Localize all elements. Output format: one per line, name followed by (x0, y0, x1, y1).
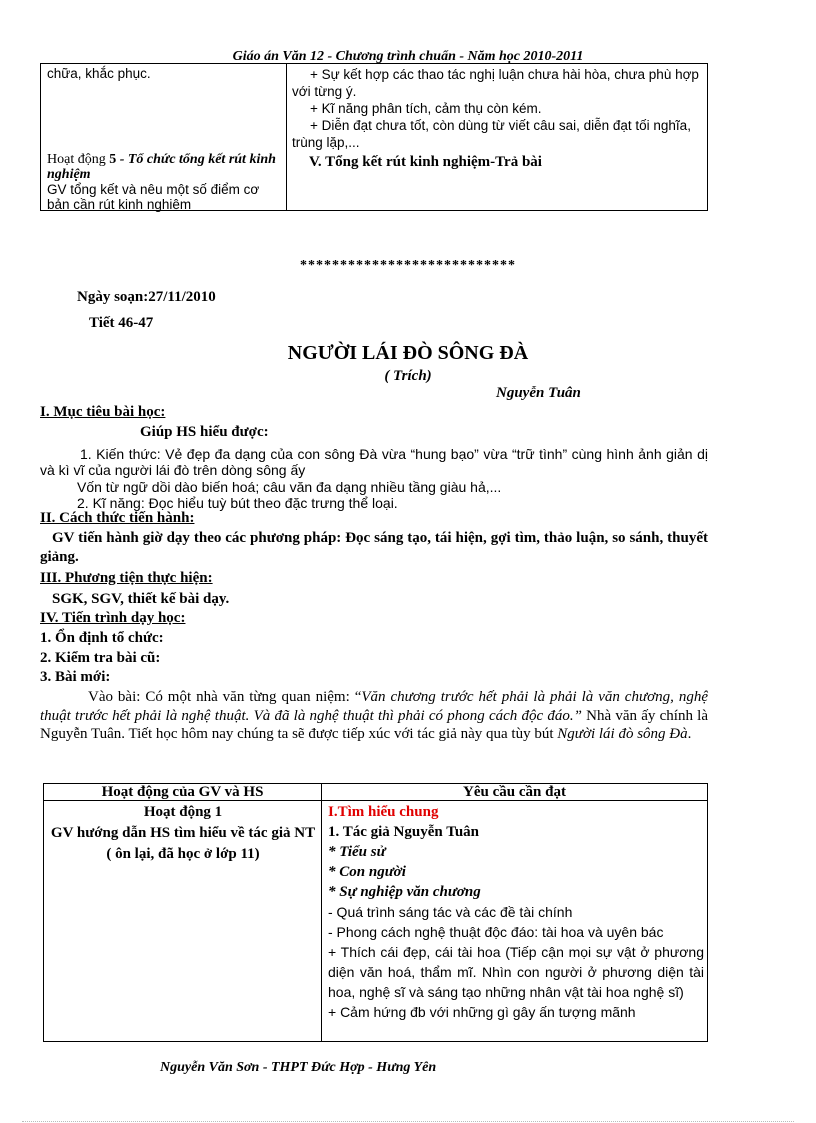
activity-description: GV tổng kết và nêu một số điểm cơ bản cần rút kinh nghiệm (47, 182, 260, 212)
line-style: - Phong cách nghệ thuật độc đáo: tài hoa và uyên bác (328, 924, 664, 940)
section-4-item-1 (40, 630, 164, 647)
intro-work-title: Người lái đò sông Đà (557, 726, 688, 742)
activity-title (47, 152, 285, 182)
activity-name: - Tổ chức tổng kết rút kinh nghiệm (47, 152, 276, 182)
section-1-heading (40, 404, 165, 421)
separator-stars: *************************** (300, 258, 516, 273)
right-line-2: + Kĩ năng phân tích, cảm thụ còn kém. (310, 101, 542, 116)
page-title: NGƯỜI LÁI ĐÒ SÔNG ĐÀ (287, 342, 529, 364)
footer-rule (22, 1121, 794, 1122)
activity-table (43, 783, 708, 1042)
page-header: Giáo án Văn 12 - Chương trình chuẩn - Năm học 2010-2011 (232, 49, 584, 64)
section-3-text: III. Phương tiện thực hiện: (40, 570, 213, 586)
line-themes: - Quá trình sáng tác và các đề tài chính (328, 904, 573, 920)
table-divider (321, 784, 322, 1041)
line-beauty: + Thích cái đẹp, cái tài hoa (Tiếp cận mọi sự vật ở phương diện văn hoá, thẩm mĩ. Nhìn con người ở phương diện tài hoa, nghệ sĩ và sáng tạo những nhân vật tài hoa nghệ sĩ) (328, 944, 704, 1000)
intro-paragraph (40, 688, 708, 744)
page-footer: Nguyễn Văn Sơn - THPT Đức Hợp - Hưng Yên (160, 1060, 437, 1075)
section-2-heading (40, 510, 194, 527)
activity-1-desc: GV hướng dẫn HS tìm hiểu về tác giả NT ( ôn lại, đã học ở lớp 11) (50, 825, 316, 862)
col-header-activities: Hoạt động của GV và HS (101, 784, 264, 800)
top-table (40, 63, 708, 211)
intro-text-b: Nhà văn ấy chính là Nguyễn Tuân. Tiết học hôm nay chúng ta sẽ được tiếp xúc với tác giả này qua tùy bút (40, 707, 708, 742)
item-1-text: 1. Ổn định tổ chức: (40, 630, 164, 646)
page-subtitle: ( Trích) (384, 368, 432, 384)
section-2-para: GV tiến hành giờ dạy theo các phương pháp: Đọc sáng tạo, tái hiện, gợi tìm, thảo luận, so sánh, thuyết giảng. (40, 530, 708, 565)
right-line-1: + Sự kết hợp các thao tác nghị luận chưa hài hòa, chưa phù hợp với từng ý. (292, 67, 699, 99)
left-cell-text: chữa, khắc phục. (47, 66, 151, 81)
section-3-para: SGK, SGV, thiết kế bài dạy. (52, 591, 230, 607)
right-column (328, 802, 704, 1022)
date-label: Ngày soạn:27/11/2010 (77, 289, 216, 305)
intro-text-a: Vào bài: Có một nhà văn từng quan niệm: “ (88, 689, 362, 705)
section-1-text: I. Mục tiêu bài học: (40, 404, 166, 420)
intro-quote: Văn chương trước hết phải là phải là văn chương, nghệ thuật trước hết phải là nghệ thuật. Và đã là nghệ thuật thì phải có phong cách độc đáo.” (40, 689, 708, 724)
author-heading: 1. Tác giả Nguyễn Tuân (328, 824, 480, 840)
item-3-text: 3. Bài mới: (40, 669, 111, 685)
section-2-text: II. Cách thức tiến hành: (40, 510, 195, 526)
section-4-item-2 (40, 650, 160, 667)
bullet-biography: * Tiểu sử (328, 844, 386, 860)
section-4-item-3 (40, 669, 110, 686)
right-line-3: + Diễn đạt chưa tốt, còn dùng từ viết câu sai, diễn đạt tối nghĩa, trùng lặp,... (292, 118, 691, 150)
section-heading-general: I.Tìm hiểu chung (328, 804, 439, 820)
section-4-heading (40, 610, 185, 627)
right-summary: V. Tổng kết rút kinh nghiệm-Trả bài (309, 154, 542, 170)
activity-prefix: Hoạt động (47, 152, 106, 167)
section-1-para-1: 1. Kiến thức: Vẻ đẹp đa dạng của con sông Đà vừa “hung bạo” vừa “trữ tình” cùng hình ảnh giản dị và kì vĩ của người lái đò trên dòng sông ấy (40, 446, 708, 478)
bullet-career: * Sự nghiệp văn chương (328, 884, 481, 900)
item-2-text: 2. Kiểm tra bài cũ: (40, 650, 161, 666)
section-3-heading (40, 570, 213, 587)
section-1-para-2: Vốn từ ngữ dồi dào biến hoá; câu văn đa dạng nhiều tầng giàu hả,... (77, 479, 502, 495)
author-name: Nguyễn Tuân (496, 385, 581, 401)
intro-end: . (687, 726, 692, 742)
col-header-requirements: Yêu cầu cần đạt (463, 784, 566, 800)
section-4-text: IV. Tiến trình dạy học: (40, 610, 186, 626)
line-inspiration: + Cảm hứng đb với những gì gây ấn tượng mãnh (328, 1004, 636, 1020)
left-column (48, 802, 318, 865)
table-divider (286, 64, 287, 210)
activity-number: 5 (109, 152, 117, 167)
bullet-person: * Con người (328, 864, 406, 880)
activity-1-title: Hoạt động 1 (143, 804, 223, 820)
section-1-para-3: 2. Kĩ năng: Đọc hiểu tuỳ bút theo đặc trưng thể loại. (77, 495, 398, 511)
lesson-label: Tiết 46-47 (89, 315, 154, 331)
section-1-intro: Giúp HS hiểu được: (140, 424, 269, 440)
